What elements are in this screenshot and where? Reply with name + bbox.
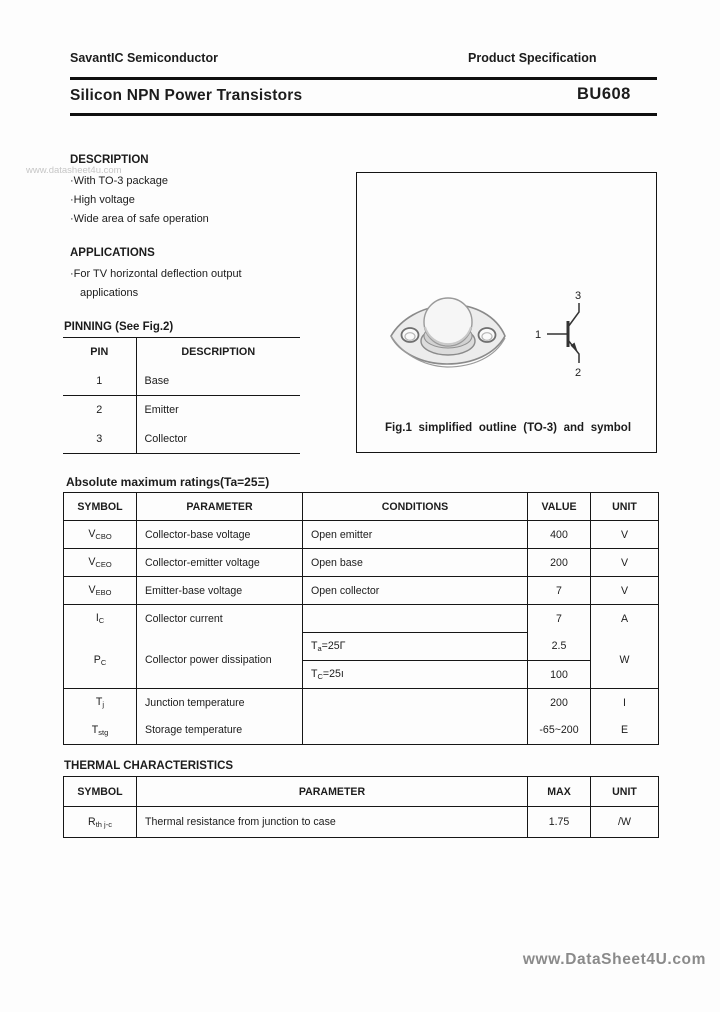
table-row — [64, 521, 659, 549]
abs-max-table — [63, 492, 659, 745]
figure-box — [356, 172, 657, 453]
applications-item-continued: applications — [80, 287, 139, 299]
header-rule-bottom — [70, 113, 657, 116]
symbol-cell: $V_{CEO}$ — [64, 549, 137, 577]
table-row — [64, 633, 659, 661]
symbol-cell: $I_C$ — [64, 605, 137, 633]
conditions-cell: Open emitter — [303, 521, 528, 549]
base-pin-label: 1 — [535, 329, 542, 341]
column-header: UNIT — [591, 777, 659, 807]
value-cell: 7 — [528, 577, 591, 605]
thermal-header-row — [64, 777, 659, 807]
column-header: CONDITIONS — [303, 493, 528, 521]
applications-list — [70, 265, 242, 303]
parameter-cell: Collector power dissipation — [137, 633, 303, 689]
abs-max-heading: Absolute maximum ratings(Ta=25Ξ) — [66, 475, 270, 489]
unit-cell: /W — [591, 807, 659, 838]
npn-transistor-symbol-icon — [527, 281, 597, 381]
figure-caption: Fig.1 simplified outline (TO-3) and symbol — [385, 422, 632, 434]
thermal-table — [63, 776, 659, 838]
pin-description: Collector — [144, 432, 188, 445]
applications-item: ·For TV horizontal deflection output — [70, 268, 242, 280]
emitter-pin-label: 2 — [575, 367, 582, 379]
company-name: SavantIC Semiconductor — [70, 51, 218, 65]
symbol-cell: $R_{th j-c}$ — [64, 807, 137, 838]
pin-description: Base — [136, 367, 300, 396]
header-rule-top — [70, 77, 657, 80]
conditions-cell: Open base — [303, 549, 528, 577]
pinning-header-row — [63, 338, 300, 367]
symbol-cell: $T_{stg}$ — [64, 717, 137, 745]
pin-number: 3 — [63, 425, 136, 454]
table-row — [64, 807, 659, 838]
description-list — [70, 172, 209, 229]
value-cell: 400 — [528, 521, 591, 549]
value-cell: 2.5 — [528, 633, 591, 661]
parameter-cell: Collector-base voltage — [137, 521, 303, 549]
parameter-cell: Storage temperature — [137, 717, 303, 745]
pin-column-header: PIN — [63, 338, 136, 367]
unit-cell: V — [591, 549, 659, 577]
unit-cell: V — [591, 577, 659, 605]
conditions-cell — [303, 605, 528, 633]
max-cell: 1.75 — [528, 807, 591, 838]
table-row — [63, 425, 300, 454]
thermal-heading: THERMAL CHARACTERISTICS — [64, 760, 234, 772]
value-cell: 7 — [528, 605, 591, 633]
column-header: MAX — [528, 777, 591, 807]
value-cell: -65~200 — [528, 717, 591, 745]
column-header: UNIT — [591, 493, 659, 521]
table-row — [64, 605, 659, 633]
watermark: www.datasheet4u.com — [26, 165, 122, 176]
product-spec-label: Product Specification — [468, 51, 597, 65]
parameter-cell: Thermal resistance from junction to case — [137, 807, 528, 838]
table-row — [64, 577, 659, 605]
table-row — [64, 549, 659, 577]
pin-number: 1 — [63, 367, 136, 396]
table-row — [63, 367, 300, 396]
conditions-cell: $T_C=25ı$ — [303, 661, 528, 689]
unit-cell: E — [591, 717, 659, 745]
collector-pin-label: 3 — [575, 290, 582, 302]
symbol-cell: $T_j$ — [64, 689, 137, 717]
table-row — [63, 396, 300, 425]
pin-description: Emitter — [144, 404, 179, 417]
value-cell: 200 — [528, 549, 591, 577]
column-header: PARAMETER — [137, 493, 303, 521]
pinning-table — [63, 337, 300, 454]
symbol-cell: $P_C$ — [64, 633, 137, 689]
conditions-cell: Open collector — [303, 577, 528, 605]
table-row — [64, 689, 659, 717]
description-item: ·With TO-3 package — [70, 175, 169, 187]
parameter-cell: Emitter-base voltage — [137, 577, 303, 605]
parameter-cell: Junction temperature — [137, 689, 303, 717]
value-cell: 200 — [528, 689, 591, 717]
column-header: PARAMETER — [137, 777, 528, 807]
parameter-cell: Collector-emitter voltage — [137, 549, 303, 577]
part-number: BU608 — [577, 85, 631, 103]
column-header: VALUE — [528, 493, 591, 521]
to3-package-icon — [387, 291, 512, 373]
unit-cell: I — [591, 689, 659, 717]
pinning-heading: PINNING (See Fig.2) — [64, 321, 174, 333]
applications-heading: APPLICATIONS — [70, 247, 155, 259]
value-cell: 100 — [528, 661, 591, 689]
abs-max-header-row — [64, 493, 659, 521]
description-item: ·Wide area of safe operation — [70, 213, 209, 225]
description-item: ·High voltage — [70, 194, 135, 206]
symbol-cell: $V_{CBO}$ — [64, 521, 137, 549]
pin-number: 2 — [63, 396, 136, 425]
symbol-cell: $V_{EBO}$ — [64, 577, 137, 605]
unit-cell: A — [591, 605, 659, 633]
parameter-cell: Collector current — [137, 605, 303, 633]
column-header: SYMBOL — [64, 493, 137, 521]
description-column-header: DESCRIPTION — [181, 346, 256, 359]
conditions-cell — [303, 689, 528, 745]
page-title: Silicon NPN Power Transistors — [70, 87, 303, 104]
unit-cell: V — [591, 521, 659, 549]
conditions-cell: $T_a=25\Gamma$ — [303, 633, 528, 661]
footer-site-label: www.DataSheet4U.com — [522, 951, 706, 968]
description-heading: DESCRIPTION — [70, 154, 149, 166]
column-header: SYMBOL — [64, 777, 137, 807]
unit-cell: W — [591, 633, 659, 689]
